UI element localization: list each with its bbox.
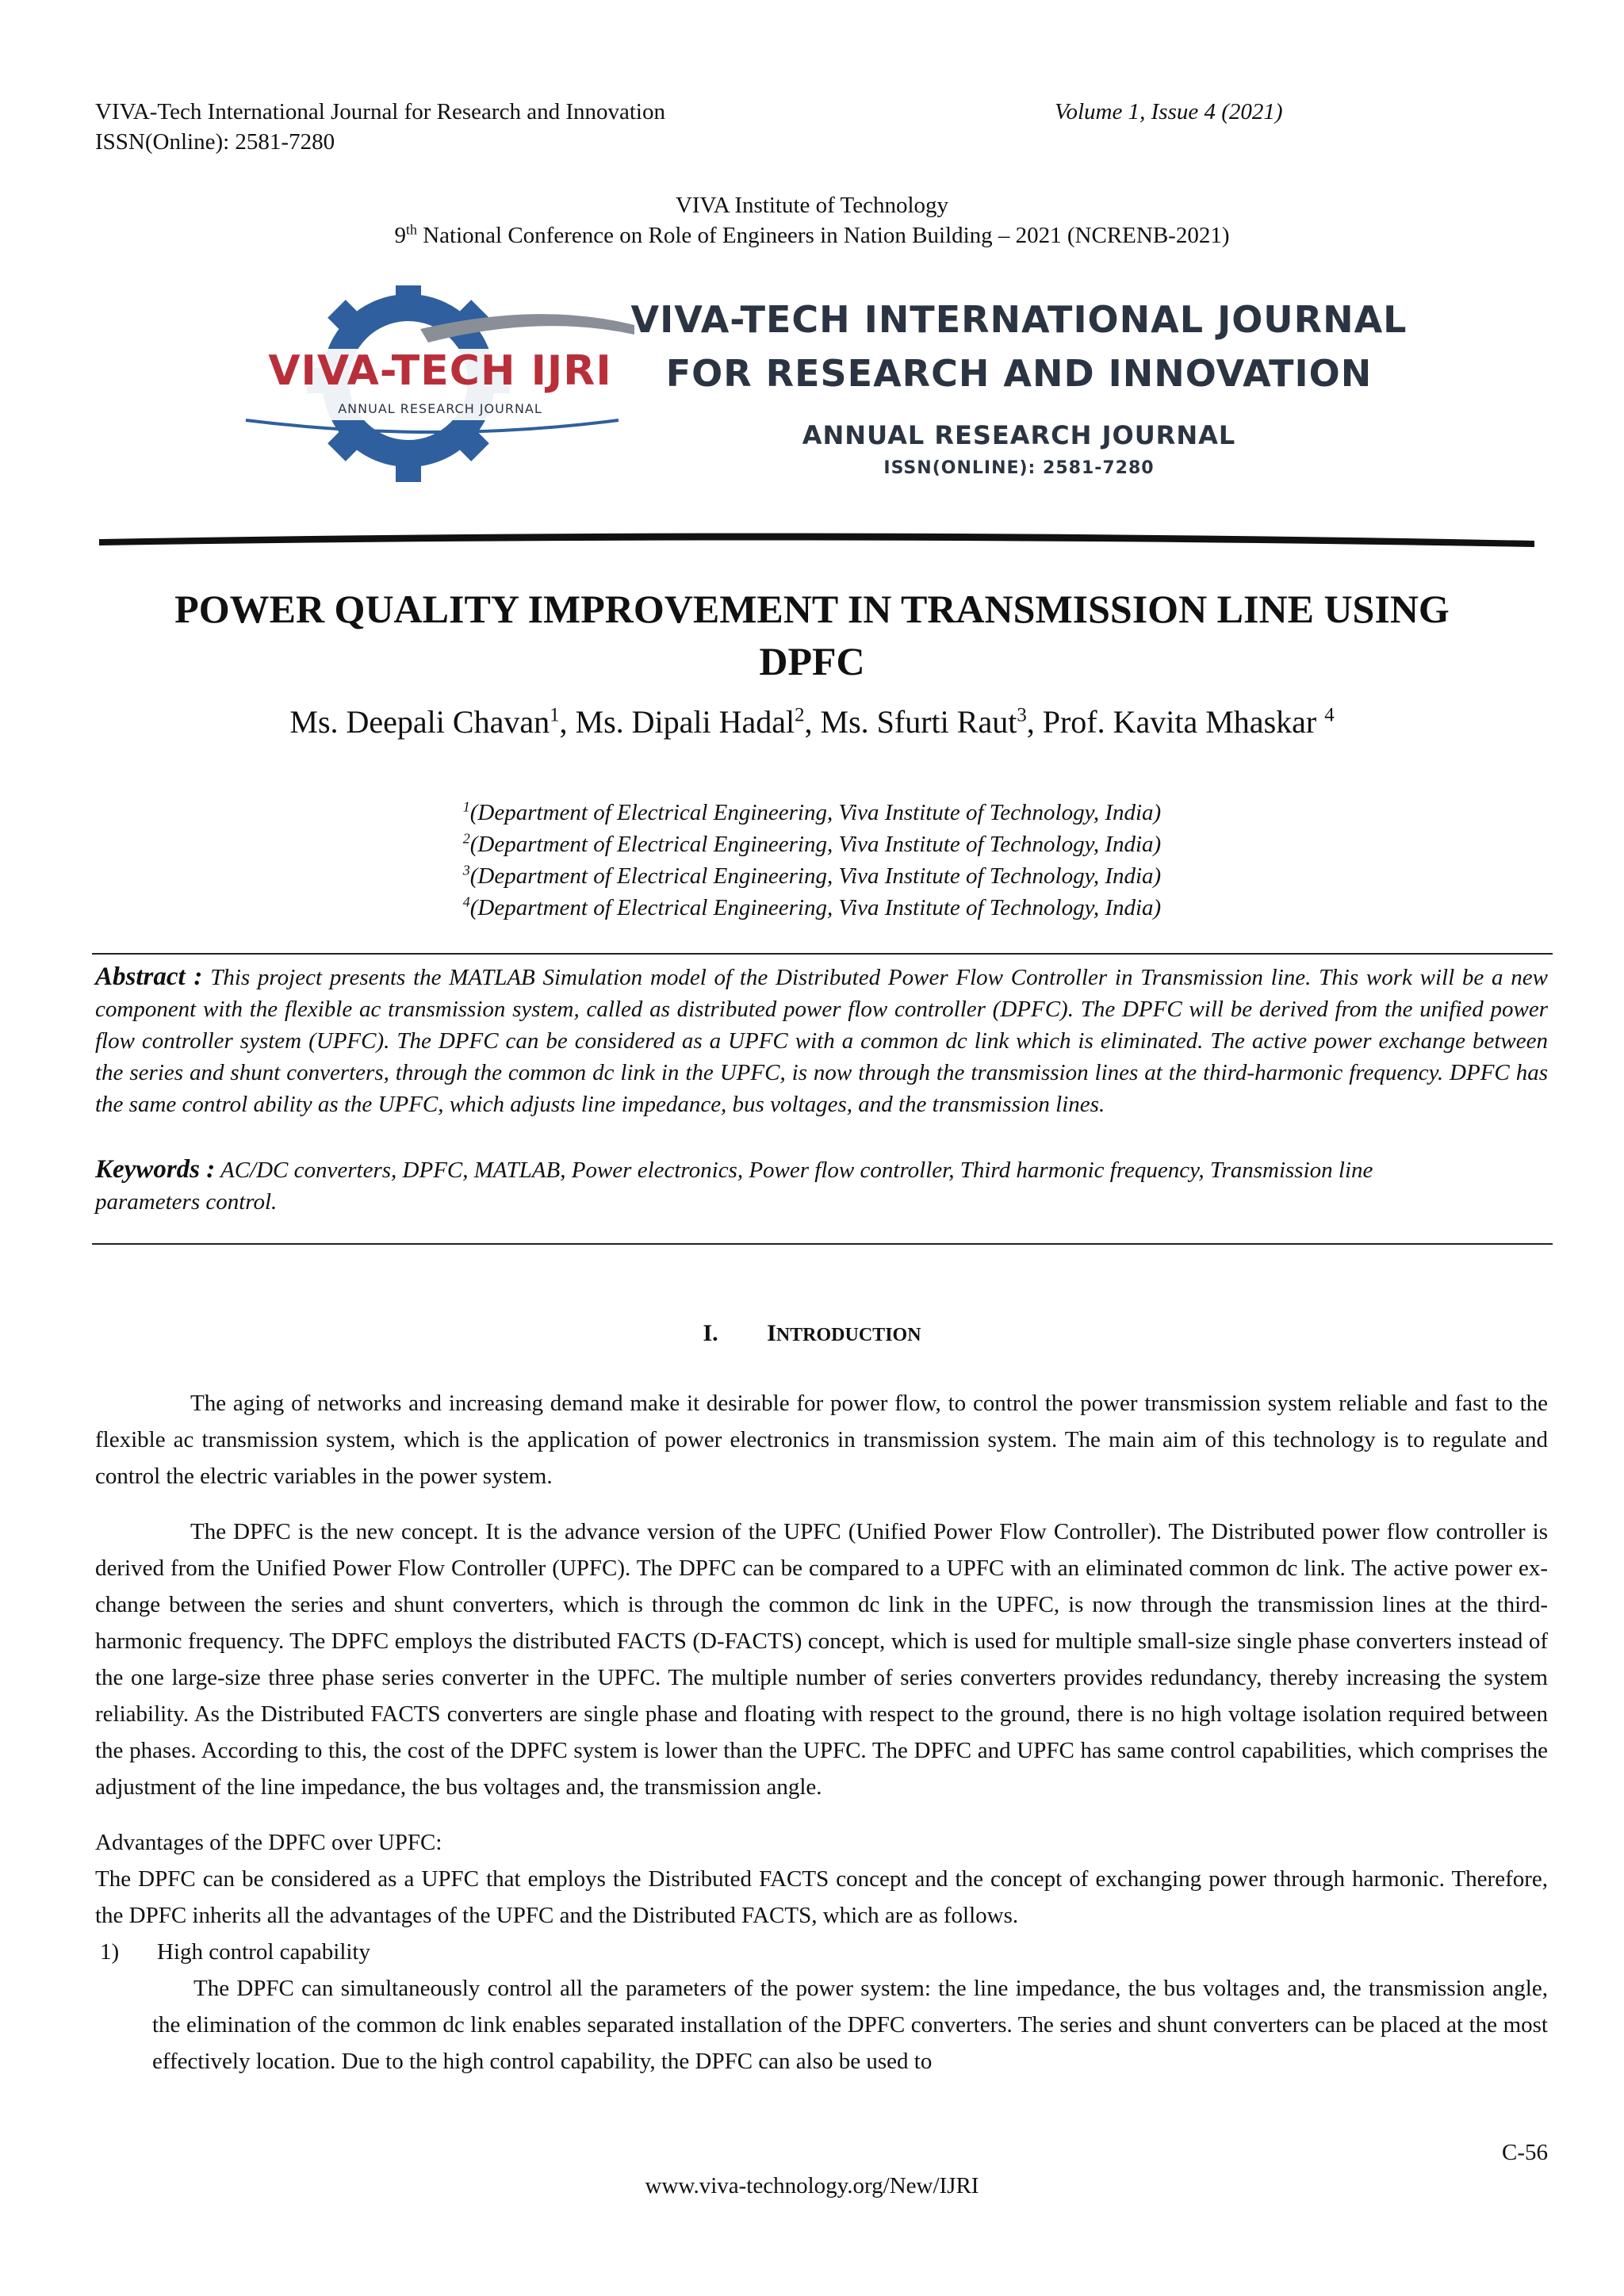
- journal-banner: [238, 285, 1411, 492]
- affiliation-list: [0, 797, 1624, 924]
- paper-title: POWER QUALITY IMPROVEMENT IN TRANSMISSION LINE USING DPFC: [174, 587, 1450, 683]
- conference-block: [0, 190, 1624, 251]
- author-list: [0, 701, 1624, 744]
- list-item-text: The DPFC can simultaneously control all the parameters of the power system: the line impedance, the bus voltages and, the transmission angle, the elimination of the common dc link enables separated installation of the DPFC converters. The series and shunt converters can be placed at the most effectively location. Due to the high control capability, the DPFC can also be used to: [152, 1976, 1548, 2074]
- abstract: [95, 961, 1548, 1120]
- keywords: [95, 1154, 1443, 1218]
- keywords-text: AC/DC converters, DPFC, MATLAB, Power electronics, Power flow controller, Third harmonic frequency, Transmission line parameters control.: [95, 1158, 1373, 1215]
- abstract-top-rule: [92, 953, 1553, 955]
- section-body: [95, 1385, 1548, 2080]
- affiliation: $^3$(Department of Electrical Engineering, Viva Institute of Technology, India): [462, 862, 1162, 889]
- author: Prof. Kavita Mhaskar $^4$: [1042, 704, 1335, 740]
- paragraph: The aging of networks and increasing demand make it desirable for power flow, to control the power transmission system reliable and fast to the flexible ac transmission system, which is the application of power electronics in transmission system. The main aim of this technology is to regulate and control the electric variables in the power system.: [95, 1391, 1548, 1489]
- author: Ms. Deepali Chavan$^1$,: [289, 704, 576, 740]
- paragraph: The DPFC can be considered as a UPFC that employs the Distributed FACTS concept and the concept of exchanging power through harmonic. Therefore, the DPFC inherits all the advantages of the UPFC and the Distributed FACTS, which are as follows.: [95, 1866, 1548, 1928]
- keywords-label: Keywords :: [95, 1155, 216, 1184]
- affiliation: $^2$(Department of Electrical Engineering, Viva Institute of Technology, India): [462, 830, 1162, 857]
- paragraph: The DPFC is the new concept. It is the advance version of the UPFC (Unified Power Flow Controller). The Distributed power flow controller is derived from the Unified Power Flow Controller (UPFC). The DPFC can be compared to a UPFC with an eliminated common dc link. The active power ex-change between the series and shunt converters, which is through the common dc link in the UPFC, is now through the transmission lines at the third-harmonic frequency. The DPFC employs the distributed FACTS (D-FACTS) concept, which is used for multiple small-size single phase converters instead of the one large-size three phase series converter in the UPFC. The multiple number of series converters provides redundancy, thereby increasing the system reliability. As the Distributed FACTS converters are single phase and floating with respect to the ground, there is no high voltage isolation required between the phases. According to this, the cost of the DPFC system is lower than the UPFC. The DPFC and UPFC has same control capabilities, which comprises the adjustment of the line impedance, the bus voltages and, the transmission angle.: [95, 1519, 1548, 1800]
- logo-title: VIVA-TECH IJRI: [268, 347, 612, 395]
- footer-url: www.viva-technology.org/New/IJRI: [645, 2173, 979, 2198]
- banner-line4: ISSN(ONLINE): 2581-7280: [883, 458, 1155, 478]
- banner-divider: [95, 523, 1538, 555]
- institute-name: VIVA Institute of Technology: [675, 193, 949, 218]
- author: Ms. Sfurti Raut$^3$,: [820, 704, 1043, 740]
- running-header: [95, 97, 1047, 157]
- volume-issue: Volume 1, Issue 4 (2021): [1055, 99, 1283, 124]
- banner-line2: FOR RESEARCH AND INNOVATION: [665, 352, 1373, 395]
- banner-line1: VIVA-TECH INTERNATIONAL JOURNAL: [630, 298, 1408, 341]
- banner-line3: ANNUAL RESEARCH JOURNAL: [802, 420, 1236, 450]
- affiliation: $^1$(Department of Electrical Engineering, Viva Institute of Technology, India): [462, 798, 1162, 825]
- section-title: INTRODUCTION: [767, 1320, 921, 1346]
- conference-name: 9th National Conference on Role of Engineers in Nation Building – 2021 (NCRENB-2021): [394, 221, 1230, 248]
- author: Ms. Dipali Hadal$^2$,: [575, 704, 821, 740]
- issn-line: ISSN(Online): 2581-7280: [95, 129, 335, 155]
- list-item-title: 1) High control capability: [100, 1939, 370, 1965]
- journal-name: VIVA-Tech International Journal for Research and Innovation: [95, 99, 665, 124]
- page-number: C-56: [1502, 2140, 1548, 2165]
- affiliation: $^4$(Department of Electrical Engineering, Viva Institute of Technology, India): [462, 894, 1162, 920]
- abstract-bottom-rule: [92, 1243, 1553, 1245]
- abstract-label: Abstract :: [95, 962, 203, 991]
- section-number: I.: [703, 1320, 718, 1346]
- advantages-heading: Advantages of the DPFC over UPFC:: [95, 1830, 442, 1855]
- section-heading: [0, 1318, 1624, 1351]
- abstract-text: This project presents the MATLAB Simulation model of the Distributed Power Flow Controller in Transmission line. This work will be a new component with the flexible ac transmission system, called as distributed power flow controller (DPFC). The DPFC will be derived from the unified power flow controller system (UPFC). The DPFC can be considered as a UPFC with a common dc link which is eliminated. The active power exchange between the series and shunt converters, through the common dc link in the UPFC, is now through the transmission lines at the third-harmonic frequency. DPFC has the same control ability as the UPFC, which adjusts line impedance, bus voltages, and the transmission lines.: [95, 965, 1549, 1117]
- logo-subtitle: ANNUAL RESEARCH JOURNAL: [338, 401, 542, 416]
